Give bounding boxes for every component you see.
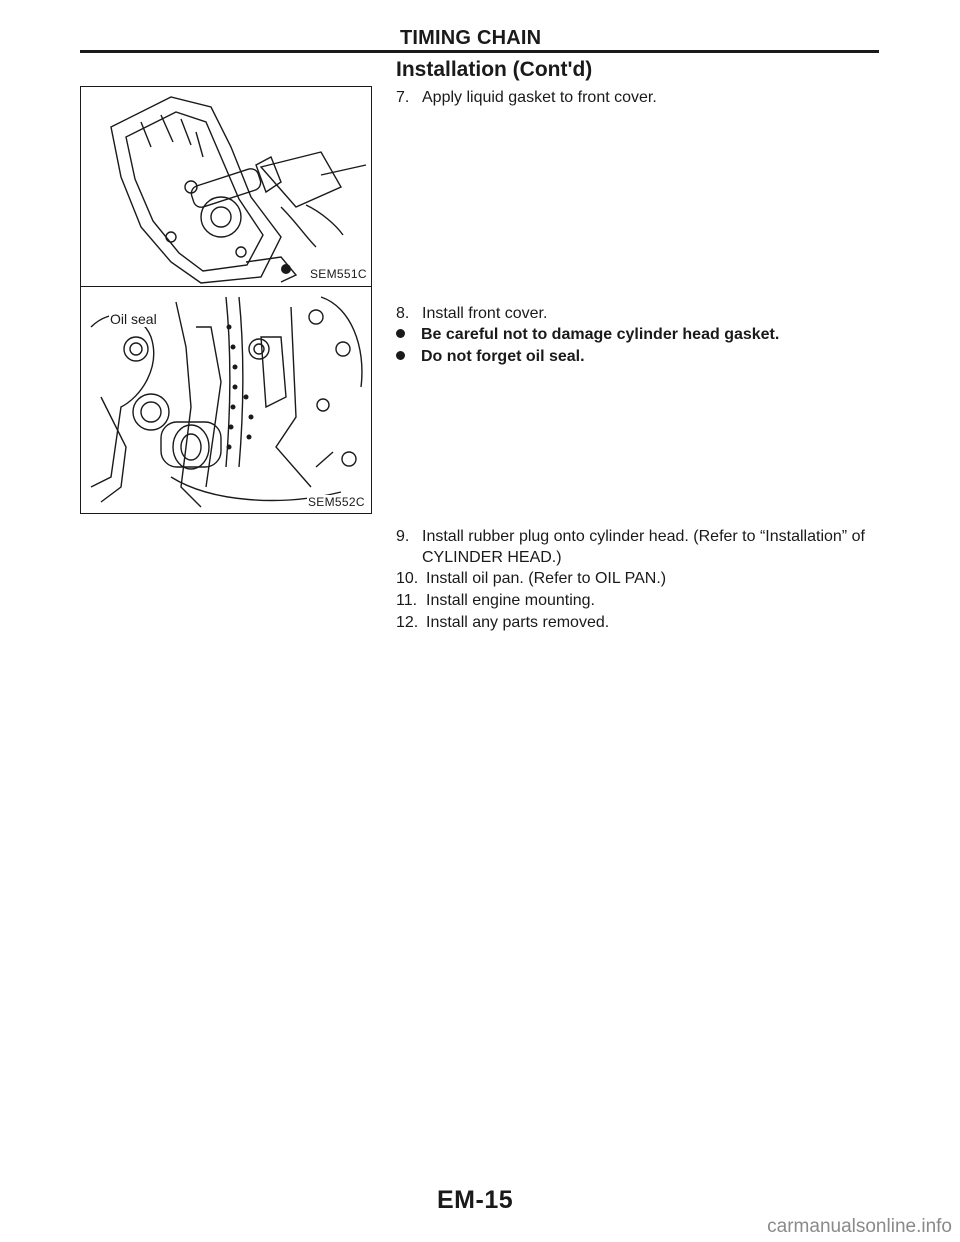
step-number: 7. [396, 89, 410, 106]
bullet-dot [396, 329, 405, 338]
step-text: Apply liquid gasket to front cover. [422, 89, 657, 106]
bullet-text: Do not forget oil seal. [421, 348, 585, 365]
step-8 [396, 303, 547, 324]
step-11 [396, 590, 595, 611]
step-number: 9. [396, 528, 410, 545]
page-number: EM-15 [437, 1186, 514, 1214]
step-7 [396, 87, 657, 108]
step-8-bullet [396, 346, 585, 367]
figure-code-sem551c: SEM551C [310, 267, 367, 281]
callout-oil-seal: Oil seal [110, 311, 157, 327]
step-text: Install front cover. [422, 305, 548, 322]
step-text: Install oil pan. (Refer to OIL PAN.) [426, 570, 667, 587]
step-9 [396, 526, 865, 547]
step-text: Install engine mounting. [426, 592, 595, 609]
step-text: Install rubber plug onto cylinder head. (Refer to “Installation” of [422, 528, 865, 545]
figure-code-sem552c: SEM552C [308, 495, 365, 509]
illustration-front-cover-gasket [81, 87, 371, 287]
step-number: 8. [396, 305, 410, 322]
page-header-title: TIMING CHAIN [400, 27, 542, 49]
watermark-text: carmanualsonline.info [767, 1216, 952, 1237]
step-text: Install any parts removed. [426, 614, 610, 631]
figure-front-cover-gasket [80, 86, 372, 288]
section-title: Installation (Cont'd) [396, 58, 593, 81]
figure-front-cover-install [80, 286, 372, 514]
step-text: CYLINDER HEAD.) [422, 549, 562, 566]
step-10 [396, 568, 666, 589]
step-number: 10. [396, 570, 419, 587]
step-9-continued [422, 547, 562, 568]
bullet-dot [396, 351, 405, 360]
step-number: 11. [396, 592, 418, 609]
step-8-bullet [396, 324, 779, 345]
header-rule [80, 50, 879, 53]
bullet-text: Be careful not to damage cylinder head gasket. [421, 326, 780, 343]
step-number: 12. [396, 614, 419, 631]
step-12 [396, 612, 609, 633]
